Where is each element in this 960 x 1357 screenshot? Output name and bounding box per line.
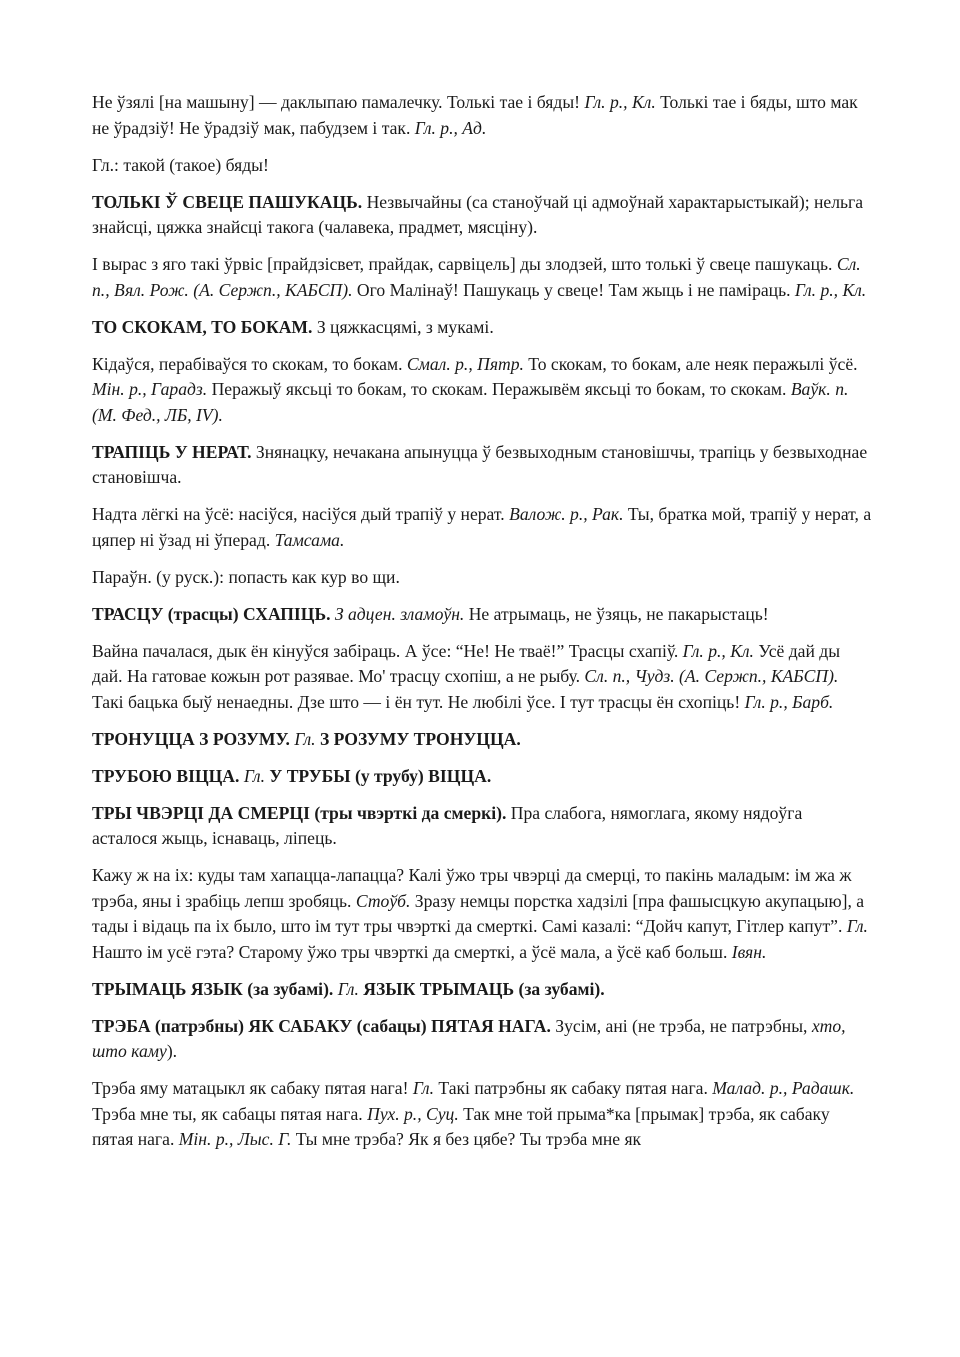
paragraph: [92, 863, 872, 965]
source-reference: Малад. р., Радашк.: [712, 1078, 855, 1098]
text-run: Незвычайны (са станоўчай ці адмоўнай характарыстыкай); нельга знайсці, цяжка знайсці такога (чалавека, прадмет, мясціну).: [92, 191, 864, 237]
text-run: Пра слабога, нямоглага, якому нядоўга асталося жыць, існаваць, ліпець.: [92, 802, 803, 848]
paragraph: [92, 315, 872, 341]
paragraph: [92, 602, 872, 628]
source-reference: Гл.: [294, 728, 316, 749]
source-reference: Гл. р., Кл.: [682, 640, 754, 661]
paragraph: [92, 1076, 872, 1153]
entry-headword: З РОЗУМУ ТРОНУЦЦА.: [319, 728, 521, 749]
entry-headword: ТРУБОЮ ВІЦЦА.: [92, 765, 240, 786]
text-run: Не ўзялі [на машыну] — даклыпаю памалечку. Толькі тае і бяды!: [92, 92, 585, 112]
source-reference: Тамсама.: [274, 529, 345, 550]
entry-headword: ТРАСЦУ (трасцы) СХАПІЦЬ.: [92, 603, 331, 624]
paragraph: [92, 252, 872, 303]
source-reference: Гл.: [337, 978, 359, 999]
paragraph: [92, 977, 872, 1003]
source-reference: Мін. р., Гарадз.: [92, 379, 208, 399]
text-run: Ого Малінаў! Пашукаць у свеце! Там жыць і не паміраць.: [352, 279, 795, 300]
text-run: Не атрымаць, не ўзяць, не пакарыстаць!: [464, 603, 769, 624]
source-reference: Гл. р., Кл.: [794, 279, 867, 300]
paragraph: [92, 502, 872, 553]
text-run: Ты мне трэба? Як я без цябе? Ты трэба мне як: [291, 1129, 642, 1149]
text-run: Нашто ім усё гэта? Старому ўжо тры чвэрткі да смерткі, а ўсё мала, а ўсё каб больш.: [92, 941, 732, 962]
entry-headword: У ТРУБЫ (у трубу) ВІЦЦА.: [269, 765, 492, 786]
source-reference: Гл. р., Ад.: [414, 117, 487, 138]
paragraph: [92, 565, 872, 591]
source-reference: Сл. п., Чудз. (А. Сержп., КАБСП).: [584, 666, 839, 686]
entry-headword: ТО СКОКАМ, ТО БОКАМ.: [92, 316, 313, 337]
entry-headword: ТОЛЬКІ Ў СВЕЦЕ ПАШУКАЦЬ.: [92, 191, 363, 212]
paragraph: [92, 153, 872, 179]
entry-headword: ЯЗЫК ТРЫМАЦЬ (за зубамі).: [363, 978, 605, 999]
entry-headword: ТРЭБА (патрэбны) ЯК САБАКУ (сабацы) ПЯТАЯ НАГА.: [92, 1015, 551, 1036]
text-run: Такі бацька быў ненаедны. Дзе што — і ён тут. Не любілі ўсе. І тут трасцы ён схопіць!: [92, 691, 745, 712]
source-reference: Пух. р., Суц.: [367, 1103, 459, 1124]
paragraph: [92, 190, 872, 241]
source-reference: Валож. р., Рак.: [509, 504, 624, 524]
text-run: Гл.: такой (такое) бяды!: [92, 154, 269, 175]
source-reference: Гл.: [412, 1078, 434, 1098]
paragraph: [92, 801, 872, 852]
source-reference: Стоўб.: [355, 890, 411, 911]
entry-headword: ТРЫ ЧВЭРЦІ ДА СМЕРЦІ (тры чвэрткі да смеркі).: [92, 802, 507, 823]
text-run: Трэба яму матацыкл як сабаку пятая нага!: [92, 1078, 413, 1098]
text-run: Ты, братка мой, трапіў у нерат, а цяпер ні ўзад ні ўперад.: [92, 504, 872, 550]
source-reference: Смал. р., Пятр.: [406, 353, 524, 374]
source-reference: З адцен. зламоўн.: [334, 603, 465, 624]
source-reference: Івян.: [731, 941, 767, 962]
source-reference: Сл. п., Вял. Рож. (А. Сержп., КАБСП).: [92, 254, 861, 300]
text-run: Зразу немцы порстка хадзілі [пра фашысцкую акупацыю], а тады і відаць па іх было, што ім тут тры чвэрткі да смерткі. Самі казалі: “Дойч капут, Гітлер капут”.: [92, 890, 865, 936]
source-reference: Мін. р., Лыс. Г.: [178, 1129, 292, 1149]
entry-headword: ТРЫМАЦЬ ЯЗЫК (за зубамі).: [92, 978, 334, 999]
text-run: ).: [166, 1041, 178, 1061]
text-run: Перажыў яксьці то бокам, то скокам. Перажывём яксьці то бокам, то скокам.: [207, 379, 791, 399]
paragraph: [92, 1014, 872, 1065]
document-page: [92, 90, 872, 1164]
source-reference: Гл.: [243, 765, 265, 786]
text-run: З цяжкасцямі, з мукамі.: [312, 316, 494, 337]
source-reference: Ваўк. п. (М. Фед., ЛБ, IV).: [92, 379, 849, 425]
text-run: Кажу ж на іх: куды там хапацца-лапацца? Калі ўжо тры чвэрці да смерці, то пакінь маладым: ім жа ж трэба, яны і зрабіць лепш зробяць.: [92, 865, 852, 911]
text-run: Параўн. (у руск.): попасть как кур во щи.: [92, 566, 400, 587]
text-run: То скокам, то бокам, але неяк перажылі ўсё.: [523, 353, 858, 374]
paragraph: [92, 727, 872, 753]
text-run: Усё дай ды дай. На гатовае кожын рот разявае. Мо' трасцу схопіш, а не рыбу.: [92, 640, 841, 686]
text-run: Надта лёгкі на ўсё: насіўся, насіўся дый трапіў у нерат.: [92, 504, 510, 524]
text-run: Так мне той прыма*ка [прымак] трэба, як сабаку пятая нага.: [92, 1103, 830, 1149]
source-reference: Гл. р., Барб.: [744, 691, 834, 712]
paragraph: [92, 440, 872, 491]
text-run: Знянацку, нечакана апынуцца ў безвыходным становішчы, трапіць у безвыходнае становішча.: [92, 441, 868, 487]
source-reference: хто, што каму: [92, 1015, 846, 1061]
text-run: Толькі тае і бяды, што мак не ўрадзіў! Не ўрадзіў мак, пабудзем і так.: [92, 92, 858, 138]
text-run: Зусім, ані (не трэба, не патрэбны,: [550, 1015, 812, 1036]
text-run: Трэба мне ты, як сабацы пятая нага.: [92, 1103, 368, 1124]
paragraph: [92, 639, 872, 716]
source-reference: Гл. р., Кл.: [584, 92, 656, 112]
source-reference: Гл.: [846, 916, 868, 936]
paragraph: [92, 764, 872, 790]
text-run: Такі патрэбны як сабаку пятая нага.: [433, 1078, 713, 1098]
paragraph: [92, 352, 872, 429]
text-run: Кідаўся, перабіваўся то скокам, то бокам.: [92, 353, 407, 374]
text-run: Вайна пачалася, дык ён кінуўся забіраць. А ўсе: “Не! Не тваё!” Трасцы схапіў.: [92, 640, 683, 661]
text-run: І вырас з яго такі ўрвіс [прайдзісвет, прайдак, сарвіцель] ды злодзей, што толькі ў свеце пашукаць.: [92, 254, 837, 274]
paragraph: [92, 90, 872, 141]
entry-headword: ТРАПІЦЬ У НЕРАТ.: [92, 441, 252, 462]
entry-headword: ТРОНУЦЦА З РОЗУМУ.: [92, 728, 290, 749]
